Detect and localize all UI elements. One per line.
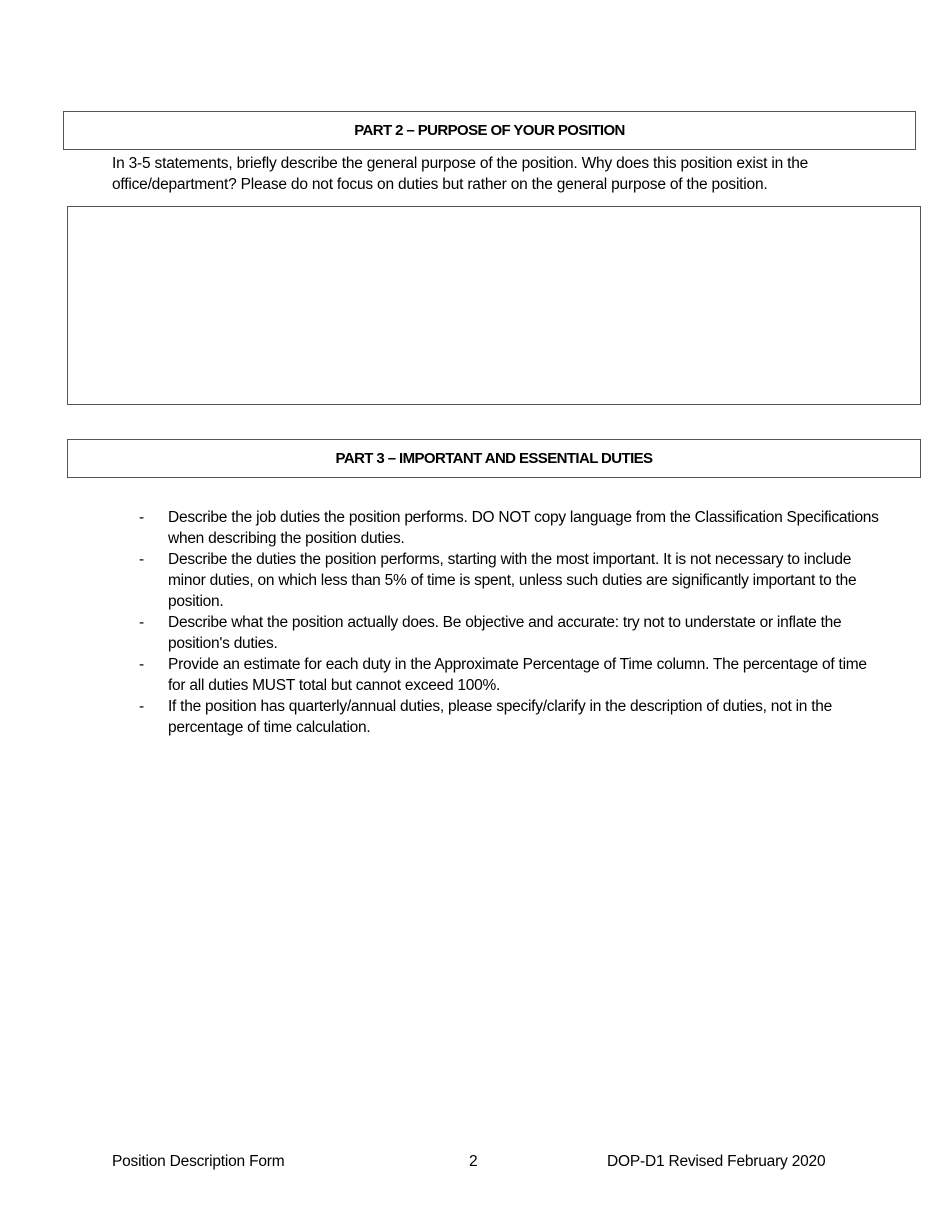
list-item-text: Provide an estimate for each duty in the Approximate Percentage of Time column. The percentage of time for all duties MUST total but cannot exceed 100%. bbox=[168, 656, 867, 694]
part2-title: PART 2 – PURPOSE OF YOUR POSITION bbox=[354, 122, 625, 139]
list-item bbox=[139, 612, 879, 654]
bullet-dash: - bbox=[139, 698, 144, 715]
footer-form-name: Position Description Form bbox=[112, 1153, 285, 1170]
list-item-text: Describe the duties the position performs, starting with the most important. It is not necessary to include minor duties, on which less than 5% of time is spent, unless such duties are significantly important to the position. bbox=[168, 551, 857, 610]
list-item bbox=[139, 507, 879, 549]
bullet-dash: - bbox=[139, 551, 144, 568]
part3-title: PART 3 – IMPORTANT AND ESSENTIAL DUTIES bbox=[335, 450, 653, 467]
part2-header bbox=[63, 111, 916, 150]
list-item-text: If the position has quarterly/annual duties, please specify/clarify in the description of duties, not in the percentage of time calculation. bbox=[168, 698, 833, 736]
bullet-dash: - bbox=[139, 614, 144, 631]
part3-header bbox=[67, 439, 921, 478]
list-item bbox=[139, 696, 879, 738]
part2-instructions: In 3-5 statements, briefly describe the general purpose of the position. Why does this position exist in the office/department? Please do not focus on duties but rather on the general purpose of the position. bbox=[112, 155, 809, 193]
duties-instructions-list bbox=[139, 507, 879, 738]
list-item-text: Describe the job duties the position performs. DO NOT copy language from the Classification Specifications when describing the position duties. bbox=[168, 509, 879, 547]
list-item bbox=[139, 549, 879, 612]
bullet-dash: - bbox=[139, 509, 144, 526]
list-item bbox=[139, 654, 879, 696]
purpose-response-box[interactable] bbox=[67, 206, 921, 405]
footer-revision: DOP-D1 Revised February 2020 bbox=[607, 1153, 826, 1170]
bullet-dash: - bbox=[139, 656, 144, 673]
list-item-text: Describe what the position actually does. Be objective and accurate: try not to understate or inflate the position's duties. bbox=[168, 614, 842, 652]
footer-page-number: 2 bbox=[469, 1153, 478, 1170]
